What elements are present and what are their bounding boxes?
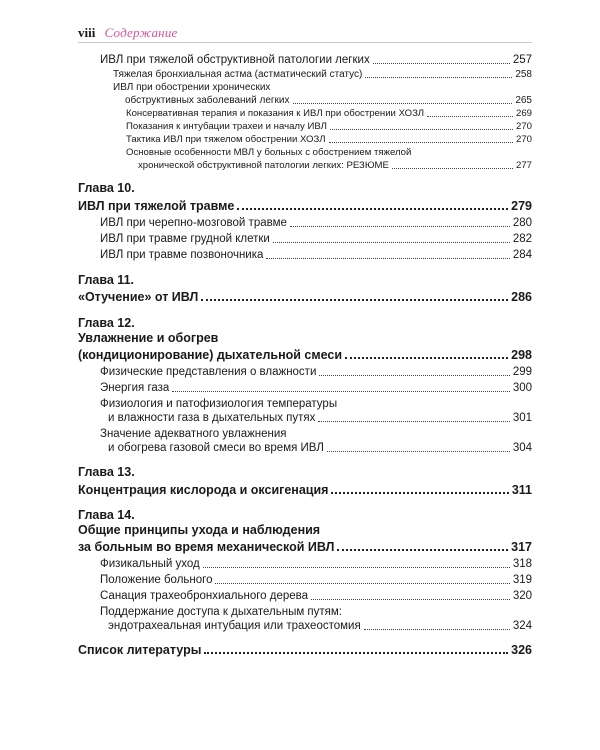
toc-entry[interactable]: ИВЛ при тяжелой обструктивной патологии легких 257 (100, 54, 532, 66)
toc-entry[interactable]: Санация трахеобронхиального дерева 320 (100, 590, 532, 602)
toc-entry[interactable]: Тактика ИВЛ при тяжелом обострении ХОЗЛ 270 (126, 134, 532, 145)
chapter-title-line1: Общие принципы ухода и наблюдения (78, 523, 321, 537)
chapter-title-row[interactable]: «Отучение» от ИВЛ 286 (78, 290, 532, 304)
dot-leader (237, 208, 508, 210)
chapter-title-row[interactable]: Концентрация кислорода и оксигенация 311 (78, 483, 532, 497)
toc-entry[interactable]: Энергия газа 300 (100, 382, 532, 394)
chapter-title-row[interactable]: ИВЛ при тяжелой травме 279 (78, 199, 532, 213)
chapter-12 (78, 316, 532, 455)
dot-leader (373, 63, 510, 64)
toc-entry[interactable]: Физиология и патофизиология температуры и влажности газа в дыхательных путях 301 (100, 398, 532, 424)
dot-leader (172, 391, 509, 392)
dot-leader (201, 299, 508, 301)
dot-leader (319, 375, 509, 376)
table-of-contents (78, 52, 532, 657)
running-head (78, 25, 178, 41)
chapter-14 (78, 508, 532, 633)
dot-leader (311, 599, 510, 600)
dot-leader (392, 168, 513, 169)
chapter-label: Глава 10. (78, 181, 135, 195)
toc-entry[interactable]: Физические представления о влажности 299 (100, 366, 532, 378)
chapter-label: Глава 13. (78, 465, 135, 479)
dot-leader (365, 77, 512, 78)
page-number: viii (78, 25, 96, 40)
dot-leader (318, 421, 509, 422)
chapter-label: Глава 12. (78, 316, 135, 330)
dot-leader (337, 549, 508, 551)
section-title: Содержание (104, 25, 178, 40)
bibliography-entry[interactable]: Список литературы 326 (78, 643, 532, 657)
toc-entry[interactable]: ИВЛ при черепно-мозговой травме 280 (100, 217, 532, 229)
header-rule (78, 42, 532, 43)
toc-entry[interactable]: Физикальный уход 318 (100, 558, 532, 570)
toc-entry[interactable]: Значение адекватного увлажнения и обогрева газовой смеси во время ИВЛ 304 (100, 428, 532, 454)
toc-entry[interactable]: Основные особенности МВЛ у больных с обострением тяжелой хронической обструктивной патологии легких: РЕЗЮМЕ 277 (126, 147, 532, 171)
toc-entry[interactable]: Поддержание доступа к дыхательным путям: эндотрахеальная интубация или трахеостомия 324 (100, 606, 532, 632)
chapter-title-line1: Увлажнение и обогрев (78, 331, 219, 345)
chapter-title-row[interactable]: за больным во время механической ИВЛ 317 (78, 540, 532, 554)
toc-entry[interactable]: ИВЛ при травме позвоночника 284 (100, 249, 532, 261)
chapter-label: Глава 11. (78, 273, 134, 287)
toc-entry[interactable]: Положение больного 319 (100, 574, 532, 586)
dot-leader (329, 142, 513, 143)
chapter-10 (78, 181, 532, 262)
dot-leader (345, 357, 508, 359)
dot-leader (427, 116, 513, 117)
dot-leader (364, 629, 510, 630)
toc-entry[interactable]: Консервативная терапия и показания к ИВЛ при обострении ХОЗЛ 269 (126, 108, 532, 119)
dot-leader (331, 492, 508, 494)
chapter-label: Глава 14. (78, 508, 135, 522)
dot-leader (273, 242, 510, 243)
toc-entry[interactable]: Тяжелая бронхиальная астма (астматический статус) 258 (113, 69, 532, 80)
chapter-11 (78, 273, 532, 304)
dot-leader (204, 652, 508, 654)
toc-entry[interactable]: Показания к интубации трахеи и началу ИВЛ 270 (126, 121, 532, 132)
toc-entry[interactable]: ИВЛ при травме грудной клетки 282 (100, 233, 532, 245)
dot-leader (266, 258, 509, 259)
dot-leader (330, 129, 513, 130)
dot-leader (215, 583, 509, 584)
toc-entry[interactable]: ИВЛ при обострении хронических обструктивных заболеваний легких 265 (113, 82, 532, 106)
dot-leader (327, 451, 510, 452)
chapter-title-row[interactable]: (кондиционирование) дыхательной смеси 298 (78, 348, 532, 362)
dot-leader (290, 226, 510, 227)
dot-leader (203, 567, 510, 568)
dot-leader (293, 103, 513, 104)
chapter-13 (78, 465, 532, 497)
